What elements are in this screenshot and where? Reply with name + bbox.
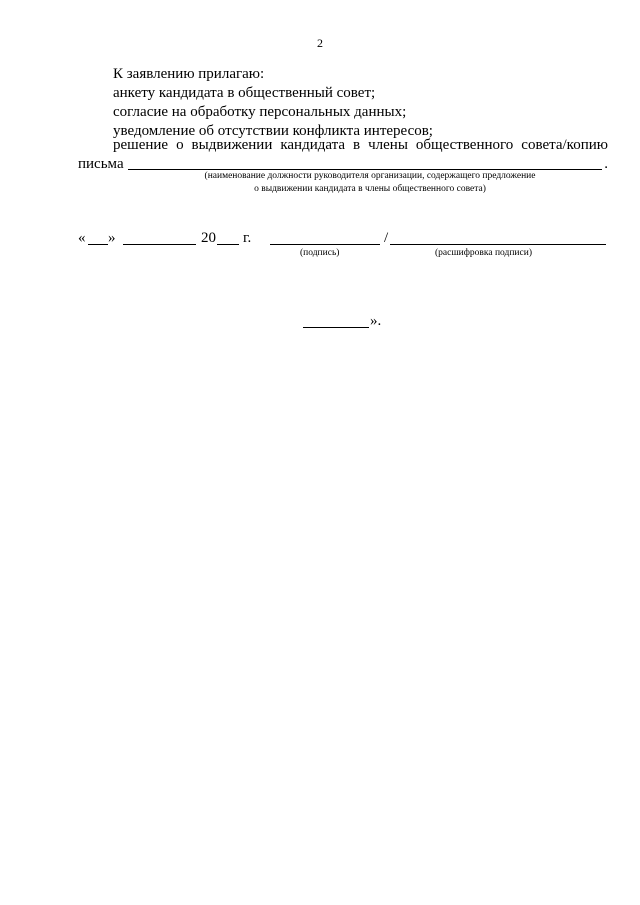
date-signature-row: [78, 229, 618, 249]
page-number: 2: [317, 36, 323, 50]
closing-row: [303, 313, 403, 331]
day-field[interactable]: [88, 243, 108, 245]
decision-word: общественного: [415, 137, 514, 153]
attachments-intro: К заявлению прилагаю:: [113, 66, 265, 82]
attachment-item: согласие на обработку персональных данных;: [113, 104, 407, 120]
signature-decoding-field[interactable]: [390, 243, 606, 245]
attachment-item: уведомление об отсутствии конфликта интересов;: [113, 123, 433, 139]
letter-caption-line2: о выдвижении кандидата в члены общественного совета): [254, 184, 486, 194]
month-field[interactable]: [123, 243, 196, 245]
letter-end: .: [604, 156, 608, 172]
year-suffix: г.: [243, 230, 252, 246]
open-quote: «: [78, 230, 86, 246]
letter-label: письма: [78, 156, 124, 172]
close-quote: »: [108, 230, 116, 246]
decision-word: кандидата: [280, 137, 346, 153]
decision-word: выдвижении: [191, 137, 273, 153]
decision-word: члены: [368, 137, 408, 153]
letter-caption-line1: (наименование должности руководителя организации, содержащего предложение: [204, 171, 536, 181]
attachment-item: анкету кандидата в общественный совет;: [113, 85, 376, 101]
signature-field[interactable]: [270, 243, 380, 245]
decision-word: в: [353, 137, 361, 153]
year-field[interactable]: [217, 243, 239, 245]
decision-word: о: [176, 137, 184, 153]
signature-decoding-caption: (расшифровка подписи): [435, 248, 532, 258]
closing-blank-field[interactable]: [303, 326, 369, 328]
signature-separator: /: [384, 230, 389, 246]
closing-text: ».: [370, 313, 382, 329]
signature-caption: (подпись): [300, 248, 340, 258]
decision-line: [113, 137, 608, 154]
year-prefix: 20: [201, 230, 216, 246]
decision-word: решение: [113, 137, 169, 153]
decision-word: совета/копию: [521, 137, 608, 153]
